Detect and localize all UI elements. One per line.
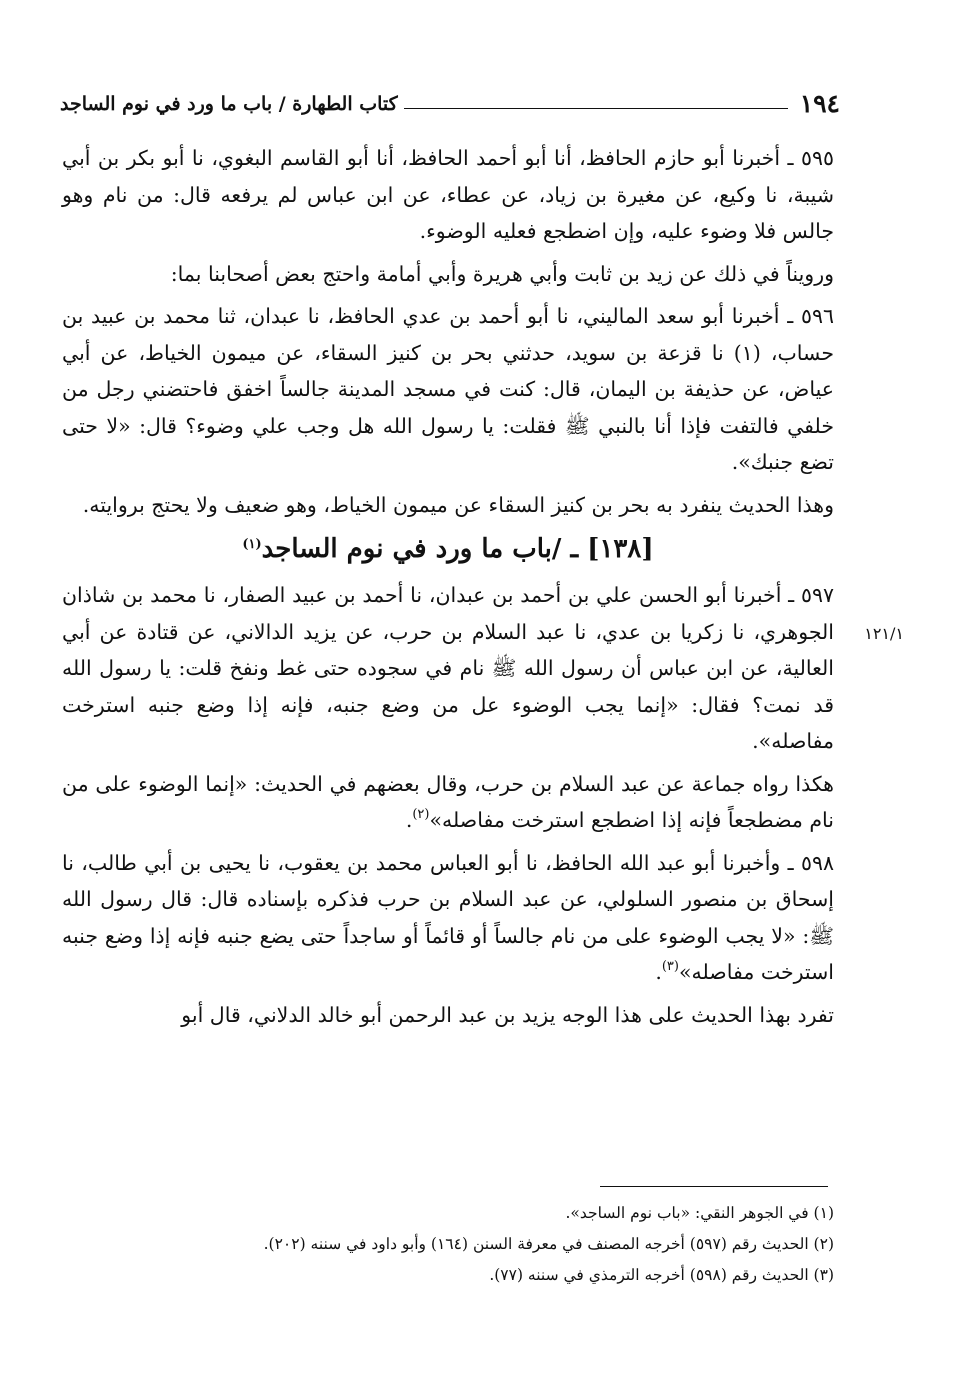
paragraph-commentary: وهذا الحديث ينفرد به بحر بن كنيز السقاء عن ميمون الخياط، وهو ضعيف ولا يحتج بروايته.: [82, 492, 834, 517]
chapter-heading: [62, 529, 834, 569]
paragraph-text: هكذا رواه جماعة عن عبد السلام بن حرب، وقال بعضهم في الحديث: «إنما الوضوء على من نام مضطجعاً فإنه إذا اضطجع استرخت مفاصله»: [62, 771, 834, 832]
running-header: [60, 82, 840, 116]
footnote-1: (١) في الجوهر النقي: «باب نوم الساجد».: [565, 1204, 834, 1222]
running-title: كتاب الطهارة / باب ما ورد في نوم الساجد: [60, 93, 398, 116]
paragraph-597: [62, 577, 834, 760]
paragraph-variant: هكذا رواه جماعة عن عبد السلام بن حرب، وقال بعضهم في الحديث: «إنما الوضوء على من نام مضطجعاً فإنه إذا اضطجع استرخت مفاصله»$^{(٢)}$.: [62, 771, 834, 832]
paragraph-596: ٥٩٦ ـ أخبرنا أبو سعد الماليني، نا أبو أحمد بن عدي الحافظ، نا عبدان، ثنا محمد بن عبيد بن حساب، (١) نا قزعة بن سويد، حدثني بحر بن كنيز السقاء، عن ميمون الخياط، عن أبي عياض، عن حذيفة بن اليمان، قال: كنت في مسجد المدينة جالساً اخفق فاحتضني رجل من خلفي فالتفت فإذا أنا بالنبي ﷺ فقلت: يا رسول الله هل وجب علي وضوء؟ قال: «لا حتى تضع جنبك».: [62, 304, 834, 474]
paragraph-text: ٥٩٧ ـ أخبرنا أبو الحسن علي بن أحمد بن عبدان، نا أحمد بن عبيد الصفار، نا محمد بن شاذان الجوهري، نا زكريا بن عدي، نا عبد السلام بن حرب، عن يزيد الدالاني، عن قتادة عن أبي العالية، عن ابن عباس أن رسول الله ﷺ نام في سجوده حتى غط ونفخ قلت: يا رسول الله قد نمت؟ فقال: «إنما يجب الوضوء عل من وضع جنبه، فإنه إذا وضع جنبه استرخت مفاصله».: [62, 583, 834, 753]
footnotes: [62, 1198, 834, 1291]
header-rule: [404, 108, 788, 109]
paragraph-narration-note: ورويناً في ذلك عن زيد بن ثابت وأبي هريرة وأبي أمامة واحتج بعض أصحابنا بما:: [170, 261, 834, 286]
paragraph-text: تفرد بهذا الحديث على هذا الوجه يزيد بن عبد الرحمن أبو خالد الدلاني، قال أبو: [181, 1002, 834, 1027]
footnote-marker: (٢): [412, 807, 430, 822]
paragraph-text: ٥٩٨ ـ وأخبرنا أبو عبد الله الحافظ، نا أبو العباس محمد بن يعقوب، نا يحيى بن أبي طالب، نا إسحاق بن منصور السلولي، عن عبد السلام بن حرب فذكره بإسناده قال: قال رسول الله ﷺ: «لا يجب الوضوء على من نام جالساً أو قائماً أو ساجداً حتى يضع جنبه فإنه إذا وضع جنبه استرخت مفاصله»: [62, 850, 834, 984]
paragraph-595: ٥٩٥ ـ أخبرنا أبو حازم الحافظ، أنا أبو أحمد الحافظ، أنا أبو القاسم البغوي، نا أبو بكر بن أبي شيبة، نا وكيع، عن مغيرة بن زياد، عن عطاء، عن ابن عباس لم يرفعه قال: من نام وهو جالس فلا وضوء عليه، وإن اضطجع فعليه الوضوء.: [62, 146, 834, 243]
footnote-separator: [600, 1186, 828, 1187]
footnote-2: (٢) الحديث رقم (٥٩٧) أخرجه المصنف في معرفة السنن (١٦٤) وأبو داود في سننه (٢٠٢).: [263, 1235, 834, 1253]
footnote-marker: (١): [242, 537, 262, 552]
margin-reference: ١٢١/١: [864, 624, 904, 643]
paragraph-598: ٥٩٨ ـ وأخبرنا أبو عبد الله الحافظ، نا أبو العباس محمد بن يعقوب، نا يحيى بن أبي طالب، نا إسحاق بن منصور السلولي، عن عبد السلام بن حرب فذكره بإسناده قال: قال رسول الله ﷺ: «لا يجب الوضوء على من نام جالساً أو قائماً أو ساجداً حتى يضع جنبه فإنه إذا وضع جنبه استرخت مفاصله»$^{(٣)}$.: [62, 850, 834, 984]
chapter-heading-text: [١٣٨] ـ /باب ما ورد في نوم الساجد: [261, 534, 654, 564]
footnote-3: (٣) الحديث رقم (٥٩٨) أخرجه الترمذي في سننه (٧٧).: [489, 1266, 834, 1284]
page-number: ١٩٤: [799, 89, 840, 118]
main-text: [62, 140, 834, 1039]
paragraph-closing: [62, 997, 834, 1034]
footnote-marker: (٣): [661, 959, 679, 974]
